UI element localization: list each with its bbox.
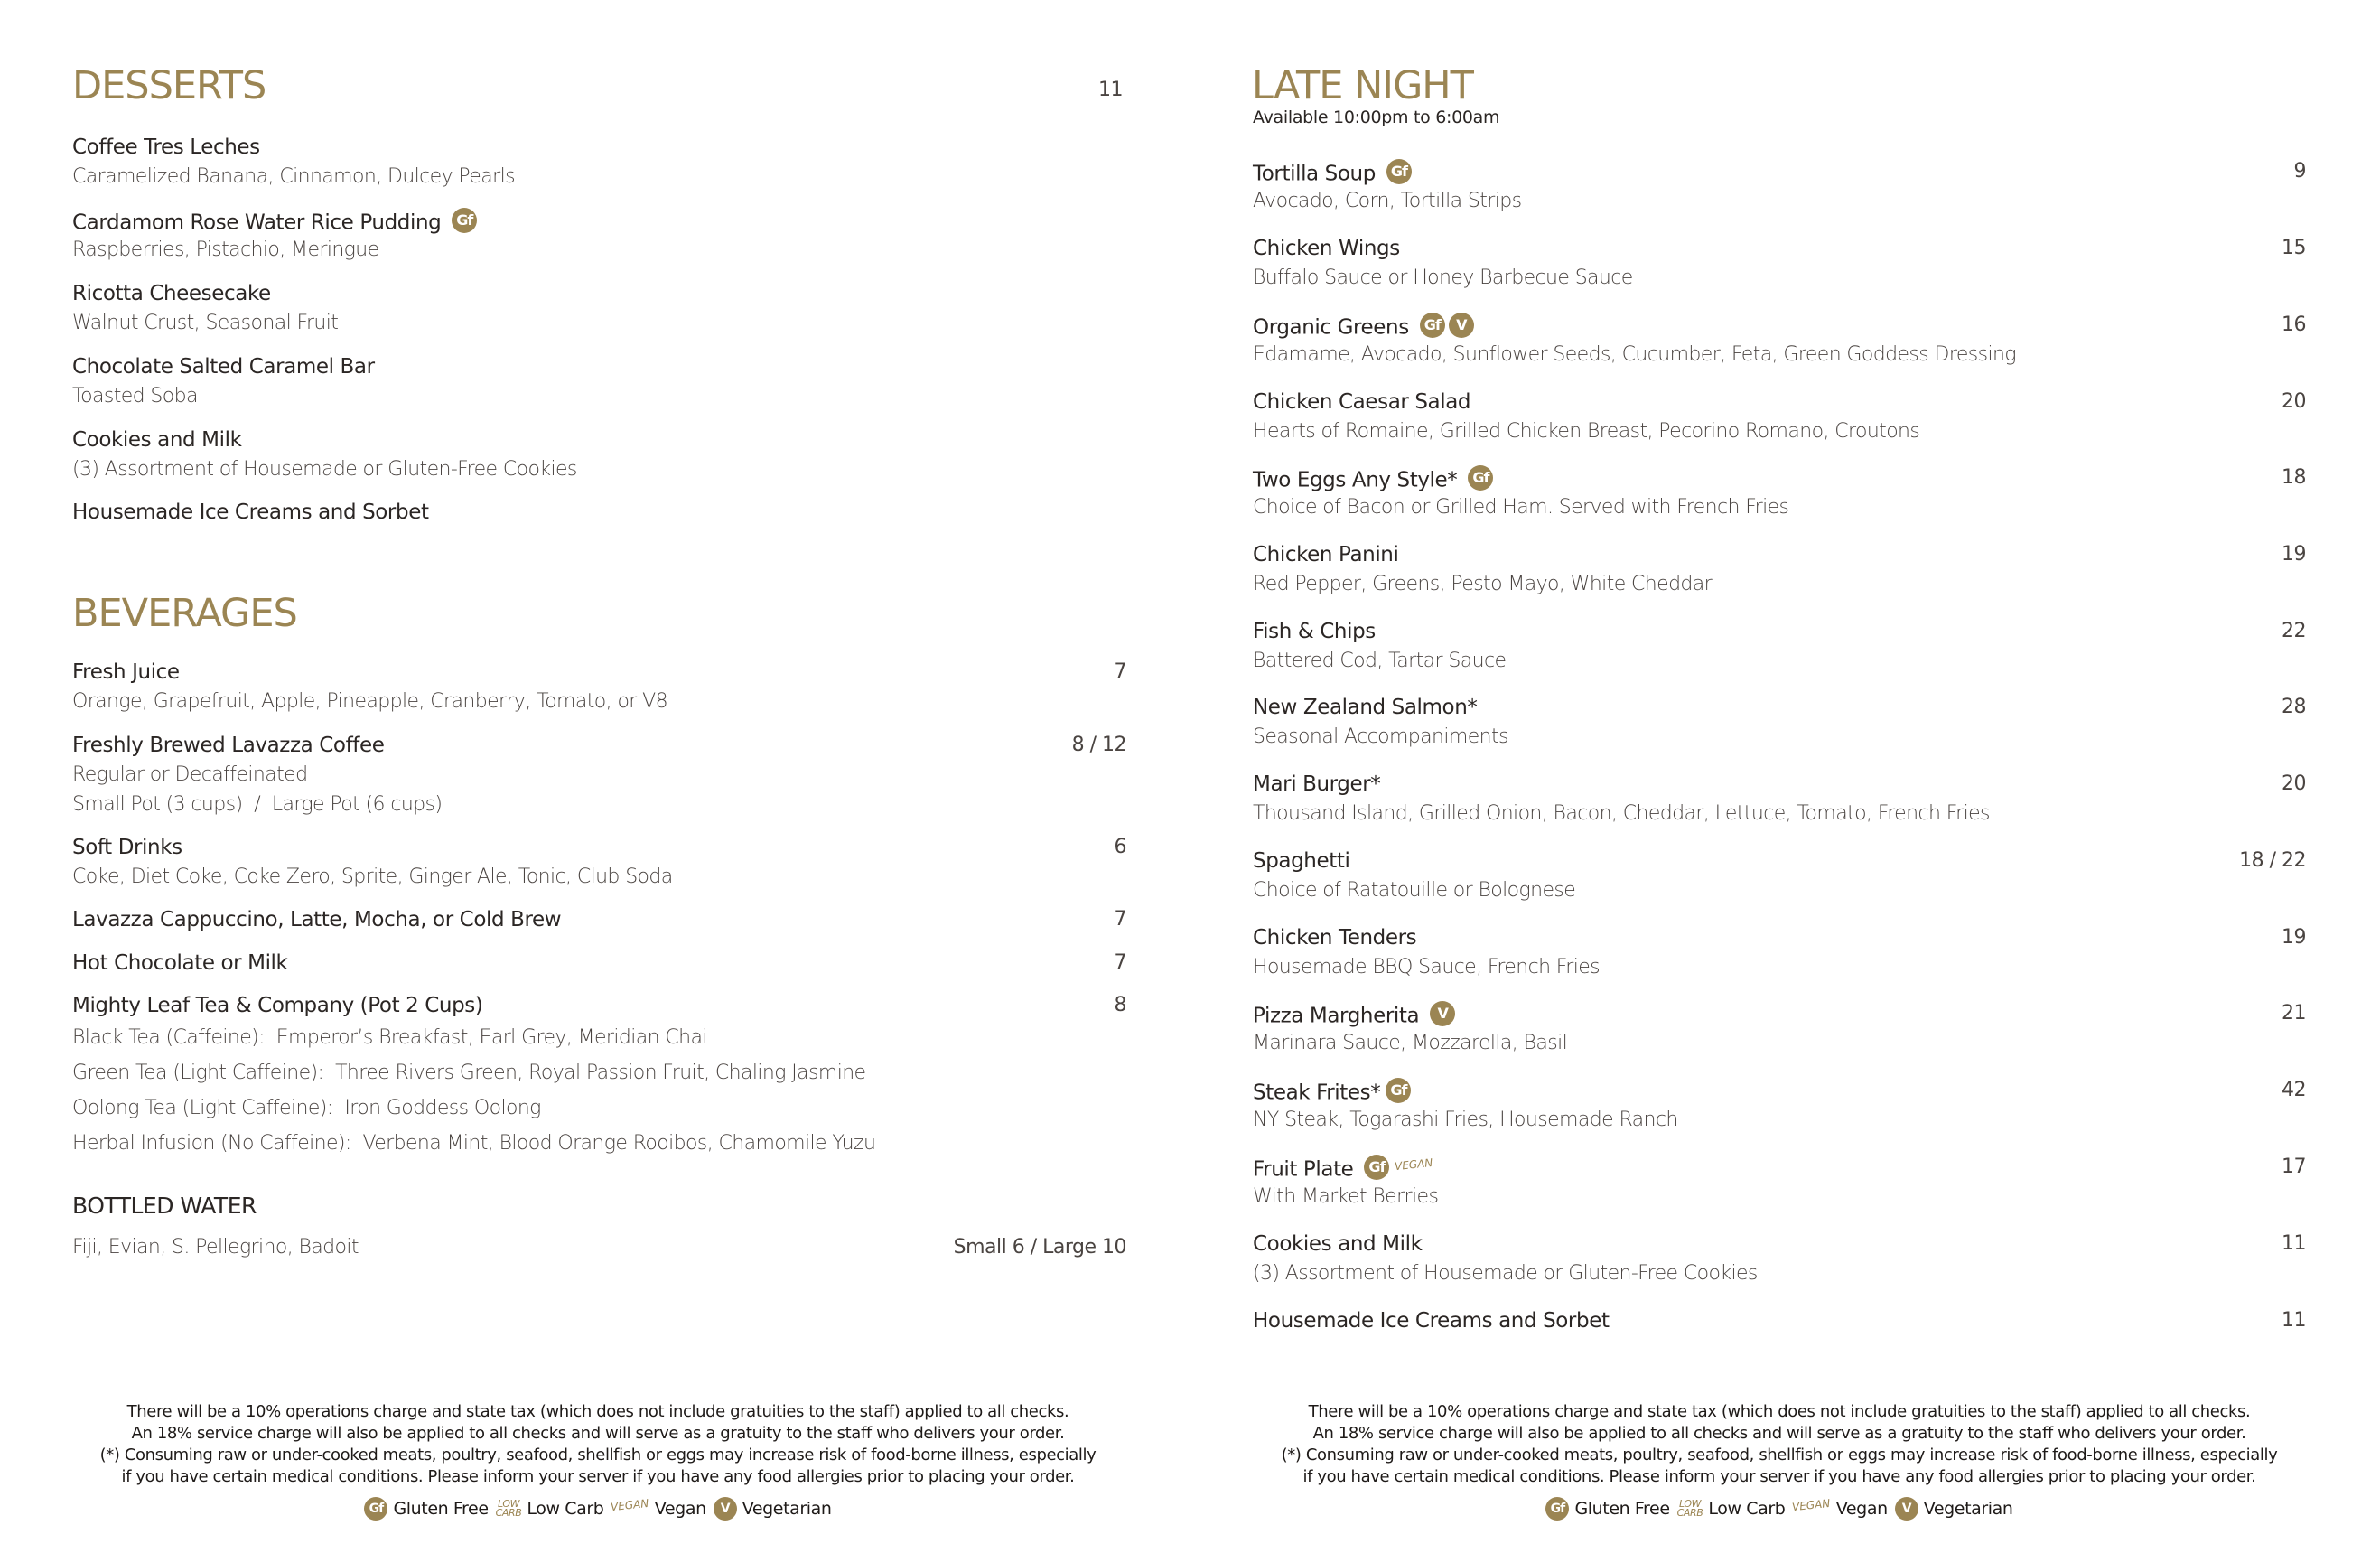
late-night-item-title: Chicken Tenders <box>1253 926 1417 950</box>
legend-label: Low Carb <box>1708 1499 1786 1519</box>
late-night-item-title <box>1253 468 1493 493</box>
dietary-legend <box>1246 1497 2312 1521</box>
late-night-item-title: Fish & Chips <box>1253 620 1376 643</box>
legend-label: Gluten Free <box>1574 1499 1670 1519</box>
late-night-item-desc: NY Steak, Togarashi Fries, Housemade Ranch <box>1253 1109 1678 1131</box>
beverage-item-price: 7 <box>1114 908 1126 931</box>
beverage-item-desc: Regular or Decaffeinated <box>72 763 308 786</box>
beverage-item-title: Mighty Leaf Tea & Company (Pot 2 Cups) <box>72 994 483 1017</box>
low-carb-icon-bottom: CARB <box>495 1507 522 1519</box>
footer-line: (*) Consuming raw or under-cooked meats, poultry, seafood, shellfish or eggs may increase risk of food-borne illness, especially <box>1281 1446 2278 1464</box>
late-night-heading: LATE NIGHT <box>1252 63 1473 108</box>
beverage-item-price: 6 <box>1114 836 1126 858</box>
gluten-free-icon: Gf <box>1545 1497 1569 1521</box>
beverage-item-price: 7 <box>1114 660 1126 683</box>
late-night-item-name: Pizza Margherita <box>1253 1004 1420 1028</box>
gluten-free-icon: Gf <box>1420 313 1445 338</box>
late-night-item-desc: Seasonal Accompaniments <box>1253 725 1508 748</box>
vegan-icon: VEGAN <box>610 1496 650 1514</box>
late-night-item-title: Chicken Wings <box>1253 237 1400 260</box>
dessert-item-title: Housemade Ice Creams and Sorbet <box>72 501 429 524</box>
late-night-item-name: Steak Frites* <box>1253 1081 1381 1105</box>
low-carb-icon-top: LOW <box>497 1498 520 1510</box>
late-night-item-price: 15 <box>2282 237 2306 259</box>
tea-line: Herbal Infusion (No Caffeine): Verbena Mint, Blood Orange Rooibos, Chamomile Yuzu <box>72 1132 876 1155</box>
beverage-item-desc: Coke, Diet Coke, Coke Zero, Sprite, Ginger Ale, Tonic, Club Soda <box>72 866 673 888</box>
late-night-item-title <box>1253 1081 1411 1106</box>
late-night-item-desc: Choice of Ratatouille or Bolognese <box>1253 879 1576 902</box>
legend-low-carb <box>1677 1498 1786 1520</box>
dessert-item-desc: Toasted Soba <box>72 385 198 407</box>
legend-low-carb <box>496 1498 604 1520</box>
gluten-free-icon: Gf <box>452 208 477 233</box>
late-night-item-title: New Zealand Salmon* <box>1253 696 1478 719</box>
left-footer <box>65 1401 1131 1521</box>
legend-gluten-free <box>364 1497 488 1521</box>
late-night-item-name: Two Eggs Any Style* <box>1253 468 1458 492</box>
late-night-item-price: 20 <box>2282 390 2306 413</box>
late-night-item-price: 16 <box>2282 313 2306 336</box>
late-night-item-desc: Housemade BBQ Sauce, French Fries <box>1253 956 1601 978</box>
beverages-heading: BEVERAGES <box>72 591 297 636</box>
late-night-item-price: 18 / 22 <box>2239 849 2306 872</box>
late-night-item-title <box>1253 1157 1433 1183</box>
beverage-item-price: 7 <box>1114 951 1126 974</box>
right-footer <box>1246 1401 2312 1521</box>
dessert-item-desc: (3) Assortment of Housemade or Gluten-Free Cookies <box>72 458 577 481</box>
beverage-item-price: 8 <box>1114 994 1126 1016</box>
legend-label: Vegetarian <box>742 1499 832 1519</box>
vegetarian-icon: V <box>1430 1001 1455 1026</box>
footer-line: There will be a 10% operations charge and state tax (which does not include gratuities to the staff) applied to all checks. <box>1308 1402 2251 1421</box>
late-night-item-desc: Thousand Island, Grilled Onion, Bacon, Cheddar, Lettuce, Tomato, French Fries <box>1253 802 1990 825</box>
legend-label: Gluten Free <box>393 1499 489 1519</box>
dessert-item-title: Ricotta Cheesecake <box>72 282 271 305</box>
late-night-item-desc: Red Pepper, Greens, Pesto Mayo, White Cheddar <box>1253 573 1713 595</box>
low-carb-icon-bottom: CARB <box>1676 1507 1703 1519</box>
late-night-item-title: Chicken Caesar Salad <box>1253 390 1471 414</box>
bottled-water-heading: BOTTLED WATER <box>72 1193 257 1219</box>
beverage-item-desc: Orange, Grapefruit, Apple, Pineapple, Cranberry, Tomato, or V8 <box>72 690 667 713</box>
tea-line: Black Tea (Caffeine): Emperor’s Breakfast, Earl Grey, Meridian Chai <box>72 1026 707 1049</box>
low-carb-icon <box>496 1500 522 1518</box>
late-night-item-desc: Avocado, Corn, Tortilla Strips <box>1253 190 1522 212</box>
late-night-item-title: Housemade Ice Creams and Sorbet <box>1253 1309 1610 1333</box>
low-carb-icon-top: LOW <box>1678 1498 1702 1510</box>
late-night-item-price: 18 <box>2282 466 2306 489</box>
footer-line: if you have certain medical conditions. Please inform your server if you have any food allergies prior to placing your order. <box>1302 1467 2256 1486</box>
late-night-item-desc: Choice of Bacon or Grilled Ham. Served with French Fries <box>1253 496 1789 519</box>
tea-line: Green Tea (Light Caffeine): Three Rivers Green, Royal Passion Fruit, Chaling Jasmine <box>72 1062 866 1084</box>
legend-vegetarian <box>1895 1497 2013 1521</box>
vegetarian-icon: V <box>1895 1497 1918 1521</box>
late-night-item-price: 19 <box>2282 926 2306 949</box>
late-night-item-price: 19 <box>2282 543 2306 566</box>
late-night-item-desc: With Market Berries <box>1253 1185 1439 1208</box>
beverage-item-title: Hot Chocolate or Milk <box>72 951 288 975</box>
bottled-water-desc: Fiji, Evian, S. Pellegrino, Badoit <box>72 1236 359 1259</box>
late-night-hours: Available 10:00pm to 6:00am <box>1253 108 1500 127</box>
dessert-item-title: Coffee Tres Leches <box>72 136 260 159</box>
beverage-item-title: Freshly Brewed Lavazza Coffee <box>72 734 385 757</box>
legend-label: Vegetarian <box>1923 1499 2013 1519</box>
dessert-item-desc: Walnut Crust, Seasonal Fruit <box>72 312 339 334</box>
tea-line: Oolong Tea (Light Caffeine): Iron Goddess Oolong <box>72 1097 541 1119</box>
late-night-item-price: 17 <box>2282 1156 2306 1178</box>
late-night-item-price: 9 <box>2293 160 2306 182</box>
late-night-item-title <box>1253 315 1474 341</box>
legend-vegan <box>1792 1498 1887 1520</box>
gluten-free-icon: Gf <box>1386 1078 1411 1103</box>
late-night-item-title: Mari Burger* <box>1253 772 1381 796</box>
dessert-item-title: Chocolate Salted Caramel Bar <box>72 355 375 379</box>
late-night-item-desc: (3) Assortment of Housemade or Gluten-Free Cookies <box>1253 1262 1758 1285</box>
footer-line: There will be a 10% operations charge and state tax (which does not include gratuities to the staff) applied to all checks. <box>126 1402 1069 1421</box>
beverage-item-title: Fresh Juice <box>72 660 180 684</box>
late-night-item-title <box>1253 1004 1455 1029</box>
footer-line: An 18% service charge will also be applied to all checks and will serve as a gratuity to the staff who delivers your order. <box>131 1424 1065 1443</box>
legend-vegetarian <box>714 1497 832 1521</box>
late-night-item-name: Fruit Plate <box>1253 1157 1354 1182</box>
legend-gluten-free <box>1545 1497 1669 1521</box>
legend-label: Vegan <box>654 1499 706 1519</box>
footer-line: if you have certain medical conditions. Please inform your server if you have any food allergies prior to placing your order. <box>121 1467 1075 1486</box>
gluten-free-icon: Gf <box>364 1497 387 1521</box>
desserts-heading: DESSERTS <box>72 63 266 108</box>
late-night-item-title <box>1253 162 1412 187</box>
beverage-item-price: 8 / 12 <box>1071 734 1126 756</box>
beverage-item-desc-2: Small Pot (3 cups) / Large Pot (6 cups) <box>72 793 443 816</box>
late-night-item-title: Cookies and Milk <box>1253 1232 1423 1256</box>
footer-line: (*) Consuming raw or under-cooked meats, poultry, seafood, shellfish or eggs may increase risk of food-borne illness, especially <box>99 1446 1097 1464</box>
late-night-item-desc: Battered Cod, Tartar Sauce <box>1253 650 1507 672</box>
vegan-icon: VEGAN <box>1791 1496 1832 1514</box>
vegan-icon: VEGAN <box>1394 1156 1434 1174</box>
gluten-free-icon: Gf <box>1468 465 1493 491</box>
low-carb-icon <box>1677 1500 1703 1518</box>
late-night-item-price: 22 <box>2282 620 2306 642</box>
dessert-item-title: Cookies and Milk <box>72 428 242 452</box>
late-night-item-desc: Buffalo Sauce or Honey Barbecue Sauce <box>1253 267 1633 289</box>
late-night-item-desc: Hearts of Romaine, Grilled Chicken Breast, Pecorino Romano, Croutons <box>1253 420 1920 443</box>
late-night-item-desc: Edamame, Avocado, Sunflower Seeds, Cucumber, Feta, Green Goddess Dressing <box>1253 343 2016 366</box>
dessert-item-desc: Caramelized Banana, Cinnamon, Dulcey Pearls <box>72 165 515 188</box>
gluten-free-icon: Gf <box>1364 1155 1389 1180</box>
late-night-item-price: 42 <box>2282 1079 2306 1101</box>
late-night-item-name: Tortilla Soup <box>1253 162 1376 186</box>
late-night-item-price: 11 <box>2282 1309 2306 1332</box>
beverage-item-title: Lavazza Cappuccino, Latte, Mocha, or Cold Brew <box>72 908 562 931</box>
vegetarian-icon: V <box>714 1497 737 1521</box>
dessert-item-title <box>72 211 477 236</box>
late-night-item-price: 11 <box>2282 1232 2306 1255</box>
footer-line: An 18% service charge will also be applied to all checks and will serve as a gratuity to the staff who delivers your order. <box>1312 1424 2246 1443</box>
late-night-item-price: 21 <box>2282 1002 2306 1025</box>
gluten-free-icon: Gf <box>1386 159 1412 184</box>
late-night-item-name: Organic Greens <box>1253 315 1409 340</box>
vegetarian-icon: V <box>1449 313 1474 338</box>
desserts-price: 11 <box>1098 79 1123 101</box>
late-night-item-price: 20 <box>2282 772 2306 795</box>
beverage-item-title: Soft Drinks <box>72 836 182 859</box>
dessert-item-name: Cardamom Rose Water Rice Pudding <box>72 211 442 235</box>
legend-vegan <box>611 1498 705 1520</box>
late-night-item-desc: Marinara Sauce, Mozzarella, Basil <box>1253 1032 1568 1054</box>
dessert-item-desc: Raspberries, Pistachio, Meringue <box>72 239 379 261</box>
late-night-item-price: 28 <box>2282 696 2306 718</box>
legend-label: Low Carb <box>527 1499 604 1519</box>
dietary-legend <box>65 1497 1131 1521</box>
late-night-item-title: Spaghetti <box>1253 849 1350 873</box>
bottled-water-price: Small 6 / Large 10 <box>953 1236 1126 1259</box>
late-night-item-title: Chicken Panini <box>1253 543 1399 566</box>
legend-label: Vegan <box>1835 1499 1888 1519</box>
